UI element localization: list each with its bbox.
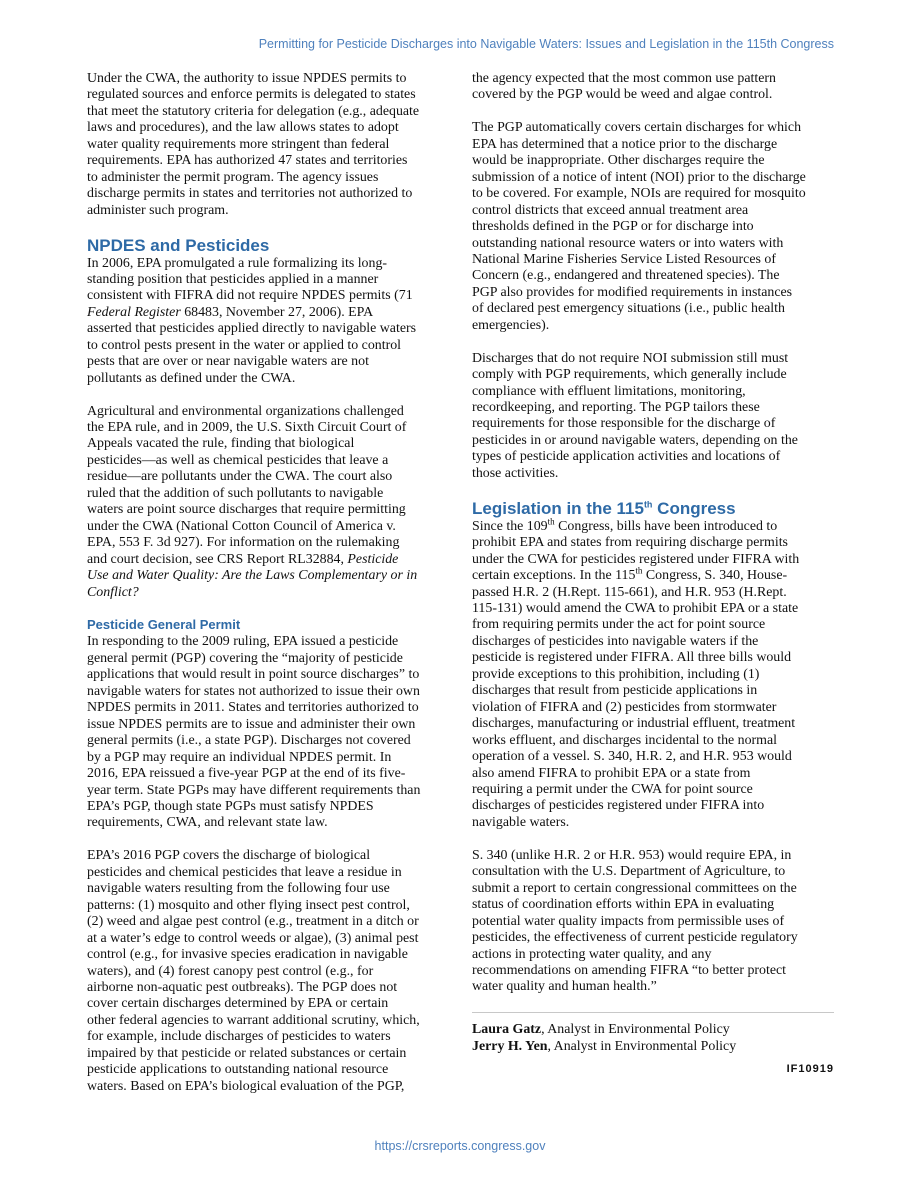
text-line: from requiring permits under the act for point source	[472, 617, 766, 633]
noi-paragraph	[472, 120, 834, 334]
text-line: EPA’s PGP, though state PGPs must satisfy NPDES	[87, 798, 374, 814]
author-line	[472, 1022, 834, 1038]
npdes-pesticides-heading: NPDES and Pesticides	[87, 235, 270, 255]
text-line: pesticides—as well as chemical pesticides that leave a	[87, 452, 389, 468]
text-line: works effluent, and discharges incidental to the normal	[472, 732, 777, 748]
text-line: The PGP automatically covers certain discharges for which	[472, 120, 802, 136]
author-title: , Analyst in Environmental Policy	[541, 1022, 730, 1038]
text-line: pesticides, the effectiveness of current pesticide regulatory	[472, 930, 798, 946]
text-line: airborne non-aquatic pest outbreaks). The PGP does not	[87, 979, 398, 995]
author-name: Laura Gatz	[472, 1022, 542, 1038]
text-line: would be inappropriate. Other discharges require the	[472, 153, 765, 169]
text-line: the EPA rule, and in 2009, the U.S. Sixth Circuit Court of	[87, 420, 407, 436]
text-line: pesticide is registered under FIFRA. All three bills would	[472, 650, 792, 666]
text-line: thresholds defined in the PGP or for discharge into	[472, 219, 754, 235]
text-line: navigable waters.	[472, 814, 570, 830]
running-header-title: Permitting for Pesticide Discharges into Navigable Waters: Issues and Legislation in the 115th Congress	[258, 37, 834, 51]
text-line: outstanding national resource waters or into waters with	[472, 235, 784, 251]
text-line: status of coordination efforts within EPA in evaluating	[472, 897, 775, 913]
text-line: discharges of pesticides into navigable waters if the	[472, 633, 759, 649]
text-line: those activities.	[472, 465, 559, 481]
text-line: comply with PGP requirements, which generally include	[472, 367, 787, 383]
text-line: PGP also provides for modified requirements in instances	[472, 284, 793, 300]
right-column	[472, 71, 834, 1078]
npdes-paragraph-1: In 2006, EPA promulgated a rule formalizing its long- standing position that pesticides applied in a manner consistent with FIFRA did not require NPDES permits (71 Federal Register 68483, November 27, 2006). EPA asserted that pesticides applied directly to navigable waters to control pests present in the water or applied to control pests that are over or near navigable waters are not pollutants as defined under the CWA.	[87, 255, 417, 386]
intro-paragraph	[87, 71, 449, 219]
compliance-paragraph	[472, 351, 834, 483]
text-line: provide exceptions to this prohibition, including (1)	[472, 666, 760, 682]
pgp-paragraph-2	[87, 848, 449, 1095]
text-line: discharges of pesticides registered under FIFRA into	[472, 798, 765, 814]
author-divider	[472, 1012, 834, 1013]
text-line: actions in protecting water quality, and any	[472, 946, 712, 962]
text-line: discharge permits in states and territories not authorized to	[87, 186, 413, 202]
text-line: consultation with the U.S. Department of Agriculture, to	[472, 864, 786, 880]
left-column	[87, 71, 449, 1095]
text-line: navigable waters resulting from the following four use	[87, 881, 390, 897]
pgp-paragraph-1	[87, 634, 449, 831]
legislation-heading: Legislation in the 115th Congress	[472, 498, 736, 518]
federal-register-citation: Federal Register	[87, 304, 181, 320]
text-line: submit a report to certain congressional committees on the	[472, 880, 797, 896]
text-line: water quality requirements more stringent than federal	[87, 136, 390, 152]
footer-url-link[interactable]: https://crsreports.congress.gov	[374, 1139, 546, 1153]
text-line: general permit (PGP) covering the “majority of pesticide	[87, 650, 403, 666]
text-line: EPA has determined that a notice prior to the discharge	[472, 136, 778, 152]
text-line: National Marine Fisheries Service Listed Resources of	[472, 251, 776, 267]
text-line: waters. Based on EPA’s biological evaluation of the PGP,	[87, 1078, 405, 1094]
text-line: compliance with effluent limitations, monitoring,	[472, 383, 746, 399]
text-line: discharges, manufacturing or industrial effluent, treatment	[472, 716, 796, 732]
text-line: regulated sources and enforce permits is delegated to states	[87, 87, 416, 103]
author-line	[472, 1039, 834, 1055]
text-line: potential water quality impacts from permissible uses of	[472, 913, 785, 929]
text-line: requirements, CWA, and relevant state law.	[87, 815, 328, 831]
text-line: Under the CWA, the authority to issue NPDES permits to	[87, 71, 407, 86]
text-line: ruled that the addition of such pollutants to navigable	[87, 485, 384, 501]
text-line: administer such program.	[87, 202, 229, 218]
pgp-continuation-paragraph	[472, 71, 834, 104]
text-line: types of pesticide application activities and locations of	[472, 449, 781, 465]
text-line: passed H.R. 2 (H.Rept. 115-661), and H.R. 953 (H.Rept.	[472, 584, 787, 600]
text-line: to administer the permit program. The agency issues	[87, 169, 379, 185]
text-line: emergencies).	[472, 317, 550, 333]
text-line: the agency expected that the most common use pattern	[472, 71, 776, 86]
text-line: general permits (i.e., a state PGP). Discharges not covered	[87, 733, 411, 749]
text-line: In responding to the 2009 ruling, EPA issued a pesticide	[87, 634, 399, 650]
text-line: operation of a vessel. S. 340, H.R. 2, and H.R. 953 would	[472, 749, 792, 765]
text-line: pesticides and chemical pesticides that leave a residue in	[87, 864, 402, 880]
text-line: waters), and (4) forest canopy pest control (e.g., for	[87, 963, 374, 979]
text-line: 115-131) would amend the CWA to prohibit EPA or a state	[472, 601, 799, 616]
text-line: patterns: (1) mosquito and other flying insect pest control,	[87, 897, 410, 913]
text-line: Concern (e.g., endangered and threatened species). The	[472, 268, 780, 284]
author-title: , Analyst in Environmental Policy	[547, 1038, 737, 1054]
text-line: residue—are pollutants under the CWA. The court also	[87, 469, 393, 485]
legislation-paragraph-1: Since the 109th Congress, bills have been introduced to prohibit EPA and states from requiring discharge permits under the CWA for pesticides registered under FIFRA with certain exceptions. In the 115th Congress, S. 340, House- passed H.R. 2 (H.Rept. 115-661), and H.R. 953 (H.Rept. 115-131) would amend the CWA to prohibit EPA or a state from requiring permits under the act for point source discharges of pesticides into navigable waters if the pesticide is registered under FIFRA. All three bills would provide exceptions to this prohibition, including (1) discharges that result from pesticide applications in violation of FIFRA and (2) pesticides from stormwater discharges, manufacturing or industrial effluent, treatment works effluent, and discharges incidental to the normal operation of a vessel. S. 340, H.R. 2, and H.R. 953 would also amend FIFRA to prohibit EPA or a state from requiring a permit under the CWA for point source discharges of pesticides registered under FIFRA into navigable waters.	[472, 519, 834, 832]
text-line: submission of a notice of intent (NOI) prior to the discharge	[472, 169, 806, 185]
text-line: discharges that result from pesticide applications in	[472, 683, 758, 699]
text-line: EPA, 553 F. 3d 927). For information on the rulemaking	[87, 535, 400, 551]
text-line: also amend FIFRA to prohibit EPA or a state from	[472, 765, 751, 781]
text-line: under the CWA (National Cotton Council of America v.	[87, 518, 396, 534]
text-line: requirements for those responsible for the discharge of	[472, 416, 776, 432]
text-line: waters are point source discharges that require permitting	[87, 502, 406, 518]
text-line: other federal agencies to warrant additional scrutiny, which,	[87, 1012, 420, 1028]
text-line: navigable waters for states not authorized to issue their own	[87, 683, 420, 699]
text-line: (2) weed and algae pest control (e.g., treatment in a ditch or	[87, 914, 419, 930]
text-line: recordkeeping, and reporting. The PGP tailors these	[472, 400, 760, 416]
text-line: by a PGP may require an individual NPDES permit. In	[87, 749, 392, 765]
pesticide-general-permit-heading: Pesticide General Permit	[87, 617, 241, 633]
text-line: recommendations on amending FIFRA “to better protect	[472, 962, 787, 978]
text-line: laws and procedures), and the law allows states to adopt	[87, 120, 399, 136]
author-name: Jerry H. Yen	[472, 1038, 548, 1054]
text-line: that meet the statutory criteria for delegation (e.g., adequate	[87, 103, 420, 119]
text-line: at a water’s edge to control weeds or algae), (3) animal pest	[87, 930, 419, 946]
text-line: to be covered. For example, NOIs are required for mosquito	[472, 186, 806, 202]
text-line: impaired by that pesticide or related substances or certain	[87, 1045, 407, 1061]
crs-report-title: Pesticide	[347, 551, 399, 567]
text-line: 2016, EPA reissued a five-year PGP at the end of its five-	[87, 766, 406, 782]
text-line: covered by the PGP would be weed and algae control.	[472, 87, 773, 103]
text-line: pesticides in or around navigable waters, depending on the	[472, 432, 798, 448]
text-line: NPDES permits in 2011. States and territories authorized to	[87, 700, 419, 716]
text-line: control (e.g., for invasive species eradication in navigable	[87, 947, 408, 963]
text-line: requirements. EPA has authorized 47 states and territories	[87, 153, 408, 169]
text-line: water quality and human health.”	[472, 979, 657, 995]
text-line: applications that would result in point source discharges” to	[87, 667, 420, 683]
text-line: Appeals vacated the rule, finding that biological	[87, 436, 355, 452]
text-line: issue NPDES permits are to issue and administer their own	[87, 716, 416, 732]
text-line: pesticide applications to outstanding national resource	[87, 1062, 389, 1078]
text-line: violation of FIFRA and (2) pesticides from stormwater	[472, 699, 777, 715]
text-line: year term. State PGPs may have different requirements than	[87, 782, 421, 798]
text-line: requiring a permit under the CWA for point source	[472, 781, 753, 797]
text-line: S. 340 (unlike H.R. 2 or H.R. 953) would require EPA, in	[472, 847, 792, 863]
product-id: IF10919	[786, 1063, 834, 1076]
text-line: cover certain discharges determined by EPA or certain	[87, 996, 389, 1012]
text-line: control districts that exceed annual treatment area	[472, 202, 749, 218]
text-line: Agricultural and environmental organizations challenged	[87, 403, 404, 419]
text-line: of declared pest emergency situations (i.e., public health	[472, 301, 785, 317]
text-line: for example, include discharges of pesticides to waters	[87, 1029, 391, 1045]
text-line: Discharges that do not require NOI submission still must	[472, 350, 789, 366]
author-block	[472, 1022, 834, 1055]
text-line: EPA’s 2016 PGP covers the discharge of biological	[87, 848, 371, 864]
legislation-paragraph-2	[472, 848, 834, 996]
npdes-paragraph-2: Agricultural and environmental organizations challenged the EPA rule, and in 2009, the U.S. Sixth Circuit Court of Appeals vacated the rule, finding that biological pesticides—as well as chemical pesticides that leave a residue—are pollutants under the CWA. The court also ruled that the addition of such pollutants to navigable waters are point source discharges that require permitting under the CWA (National Cotton Council of America v. EPA, 553 F. 3d 927). For information on the rulemaking and court decision, see CRS Report RL32884, Pesticide Use and Water Quality: Are the Laws Complementary or in Conflict?	[87, 404, 449, 601]
